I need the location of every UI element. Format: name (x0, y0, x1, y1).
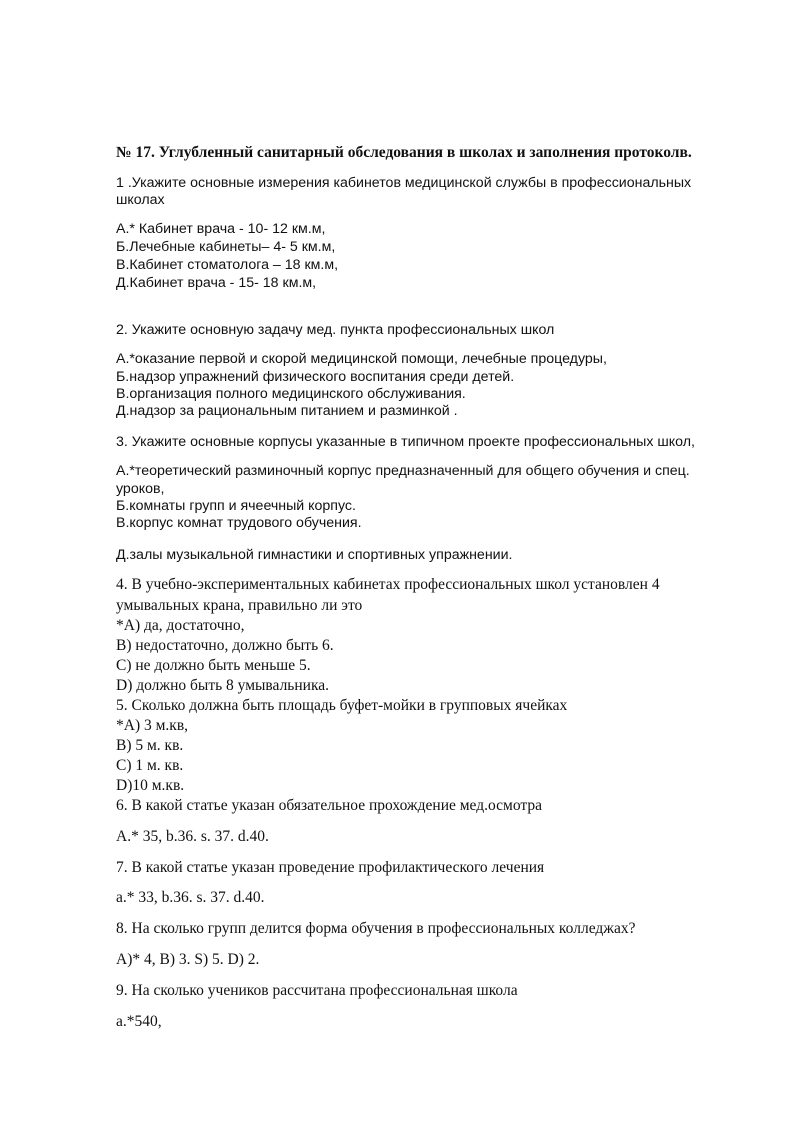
question-4-option-a: *А) да, достаточно, (116, 617, 245, 634)
question-3-option-a: А.*теоретический разминочный корпус предназначенный для общего обучения и спец. (116, 463, 690, 479)
question-1-option-c: В.Кабинет стоматолога – 18 км.м, (116, 257, 339, 273)
question-6: 6. В какой статье указан обязательное прохождение мед.осмотра (116, 797, 542, 814)
question-2-option-c: В.организация полного медицинского обслуживания. (116, 386, 466, 402)
question-5-option-b: В) 5 м. кв. (116, 737, 184, 754)
question-3-option-b: Б.комнаты групп и ячеечный корпус. (116, 498, 356, 514)
question-7-answers: a.* 33, b.36. s. 37. d.40. (116, 889, 265, 906)
question-3-option-d: Д.залы музыкальной гимнастики и спортивных упражнении. (116, 547, 513, 563)
question-9-answers: a.*540, (116, 1013, 162, 1030)
question-8-answers: А)* 4, В) 3. S) 5. D) 2. (116, 951, 260, 968)
question-5-option-a: *А) 3 м.кв, (116, 717, 189, 734)
question-1-option-a: А.* Кабинет врача - 10- 12 км.м, (116, 221, 326, 237)
question-9: 9. На сколько учеников рассчитана профессиональная школа (116, 982, 518, 999)
question-4-line-1: 4. В учебно-экспериментальных кабинетах профессиональных школ установлен 4 (116, 576, 660, 593)
question-4-line-2: умывальных крана, правильно ли это (116, 597, 363, 614)
question-3-option-c: В.корпус комнат трудового обучения. (116, 515, 362, 531)
question-4-option-c: С) не должно быть меньше 5. (116, 657, 311, 674)
question-3: 3. Укажите основные корпусы указанные в типичном проекте профессиональных школ, (116, 434, 695, 450)
question-5-option-c: С) 1 м. кв. (116, 757, 184, 774)
question-2-option-a: А.*оказание первой и скорой медицинской помощи, лечебные процедуры, (116, 351, 607, 367)
question-7: 7. В какой статье указан проведение профилактического лечения (116, 859, 545, 876)
question-3-option-a-cont: уроков, (116, 481, 165, 497)
question-8: 8. На сколько групп делится форма обучения в профессиональных колледжах? (116, 920, 636, 937)
question-1-line-2: школах (116, 192, 165, 208)
question-1-line-1: 1 .Укажите основные измерения кабинетов медицинской службы в профессиональных (116, 175, 692, 191)
question-4-option-b: В) недостаточно, должно быть 6. (116, 637, 334, 654)
question-2: 2. Укажите основную задачу мед. пункта профессиональных школ (116, 322, 555, 338)
question-6-answers: А.* 35, b.36. s. 37. d.40. (116, 828, 269, 845)
question-4-option-d: D) должно быть 8 умывальника. (116, 677, 330, 694)
question-2-option-b: Б.надзор упражнений физического воспитания среди детей. (116, 369, 515, 385)
page-title: № 17. Углубленный санитарный обследования в школах и заполнения протоколв. (116, 144, 692, 161)
question-5: 5. Сколько должна быть площадь буфет-мойки в групповых ячейках (116, 697, 568, 714)
question-1-option-d: Д.Кабинет врача - 15- 18 км.м, (116, 275, 317, 291)
question-2-option-d: Д.надзор за рациональным питанием и разминкой . (116, 403, 458, 419)
question-1-option-b: Б.Лечебные кабинеты– 4- 5 км.м, (116, 239, 336, 255)
question-5-option-d: D)10 м.кв. (116, 777, 185, 794)
